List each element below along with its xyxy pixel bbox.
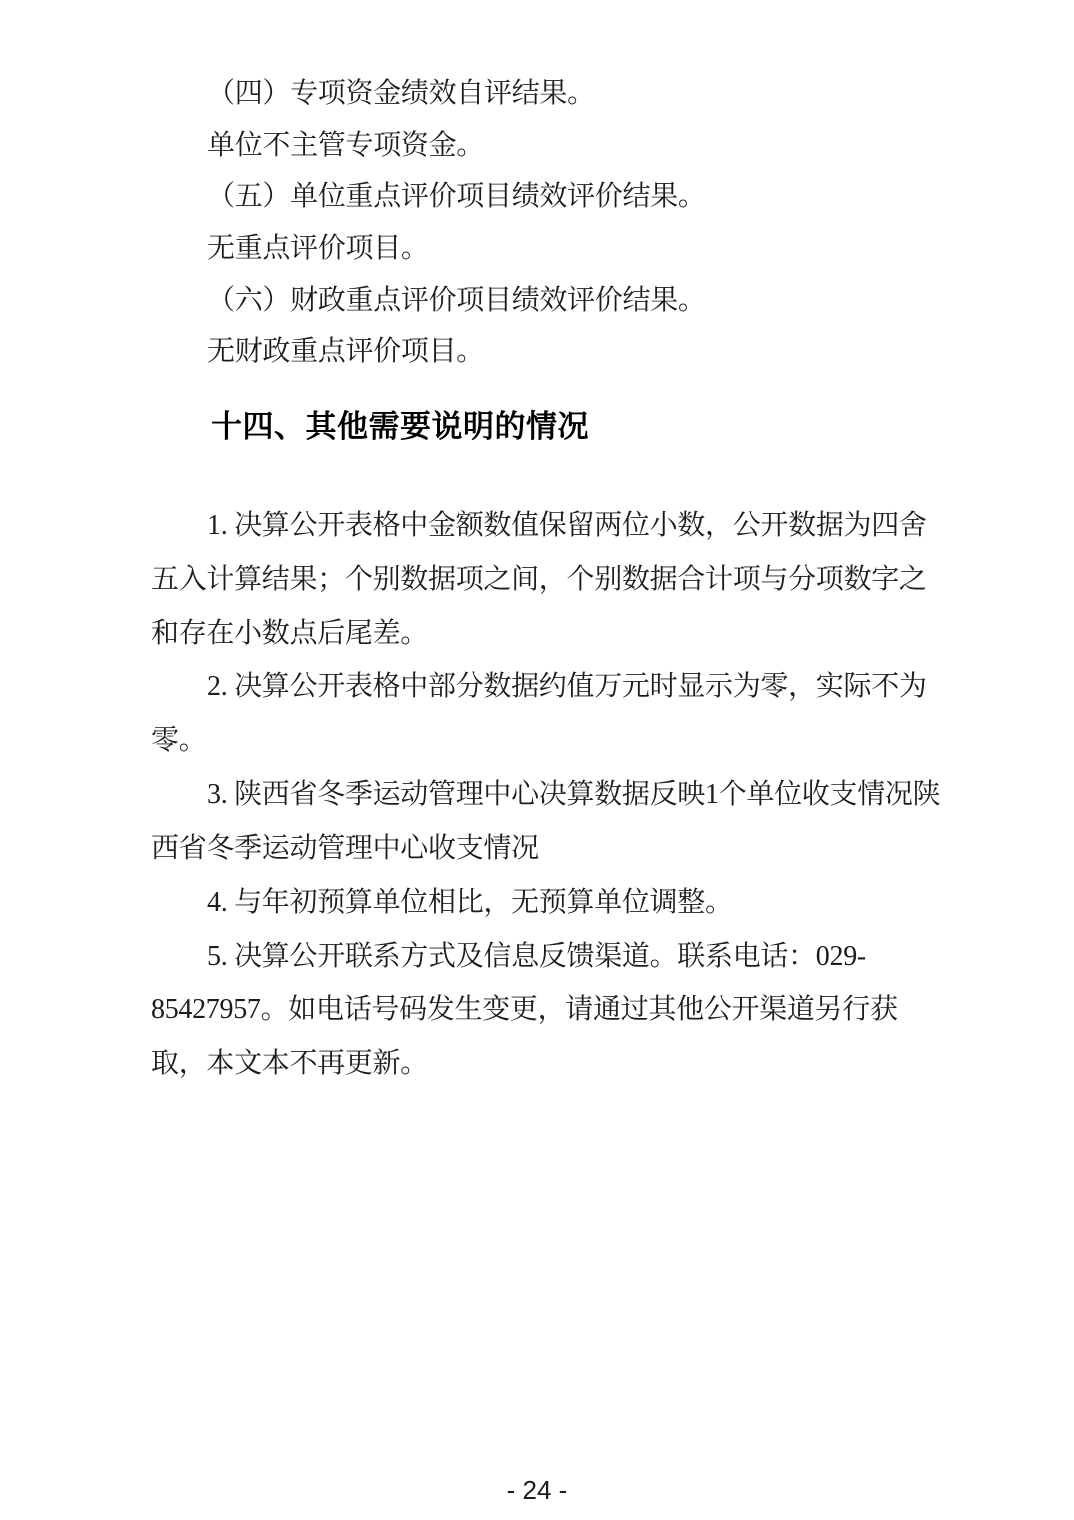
paragraph-line: 无财政重点评价项目。 bbox=[207, 336, 485, 367]
section-heading: 十四、其他需要说明的情况 bbox=[211, 409, 589, 444]
paragraph-line: 和存在小数点后尾差。 bbox=[151, 618, 429, 649]
paragraph-line: （五）单位重点评价项目绩效评价结果。 bbox=[207, 181, 706, 212]
paragraph-line: 取，本文本不再更新。 bbox=[151, 1048, 429, 1079]
paragraph-line: （六）财政重点评价项目绩效评价结果。 bbox=[207, 285, 706, 316]
paragraph-line: 4. 与年初预算单位相比，无预算单位调整。 bbox=[207, 887, 733, 918]
paragraph-line: 85427957。如电话号码发生变更，请通过其他公开渠道另行获 bbox=[151, 994, 898, 1025]
paragraph-line: 五入计算结果；个别数据项之间，个别数据合计项与分项数字之 bbox=[151, 564, 927, 595]
paragraph-line: 单位不主管专项资金。 bbox=[207, 130, 485, 161]
page-number: - 24 - bbox=[506, 1475, 568, 1505]
paragraph-line: 5. 决算公开联系方式及信息反馈渠道。联系电话：029- bbox=[207, 941, 866, 972]
paragraph-line: （四）专项资金绩效自评结果。 bbox=[207, 78, 595, 109]
paragraph-line: 3. 陕西省冬季运动管理中心决算数据反映1个单位收支情况陕 bbox=[207, 779, 941, 810]
paragraph-line: 零。 bbox=[151, 725, 207, 756]
paragraph-line: 1. 决算公开表格中金额数值保留两位小数，公开数据为四舍 bbox=[207, 510, 927, 541]
paragraph-line: 2. 决算公开表格中部分数据约值万元时显示为零，实际不为 bbox=[207, 671, 927, 702]
paragraph-line: 无重点评价项目。 bbox=[207, 233, 429, 264]
paragraph-line: 西省冬季运动管理中心收支情况 bbox=[151, 833, 539, 864]
